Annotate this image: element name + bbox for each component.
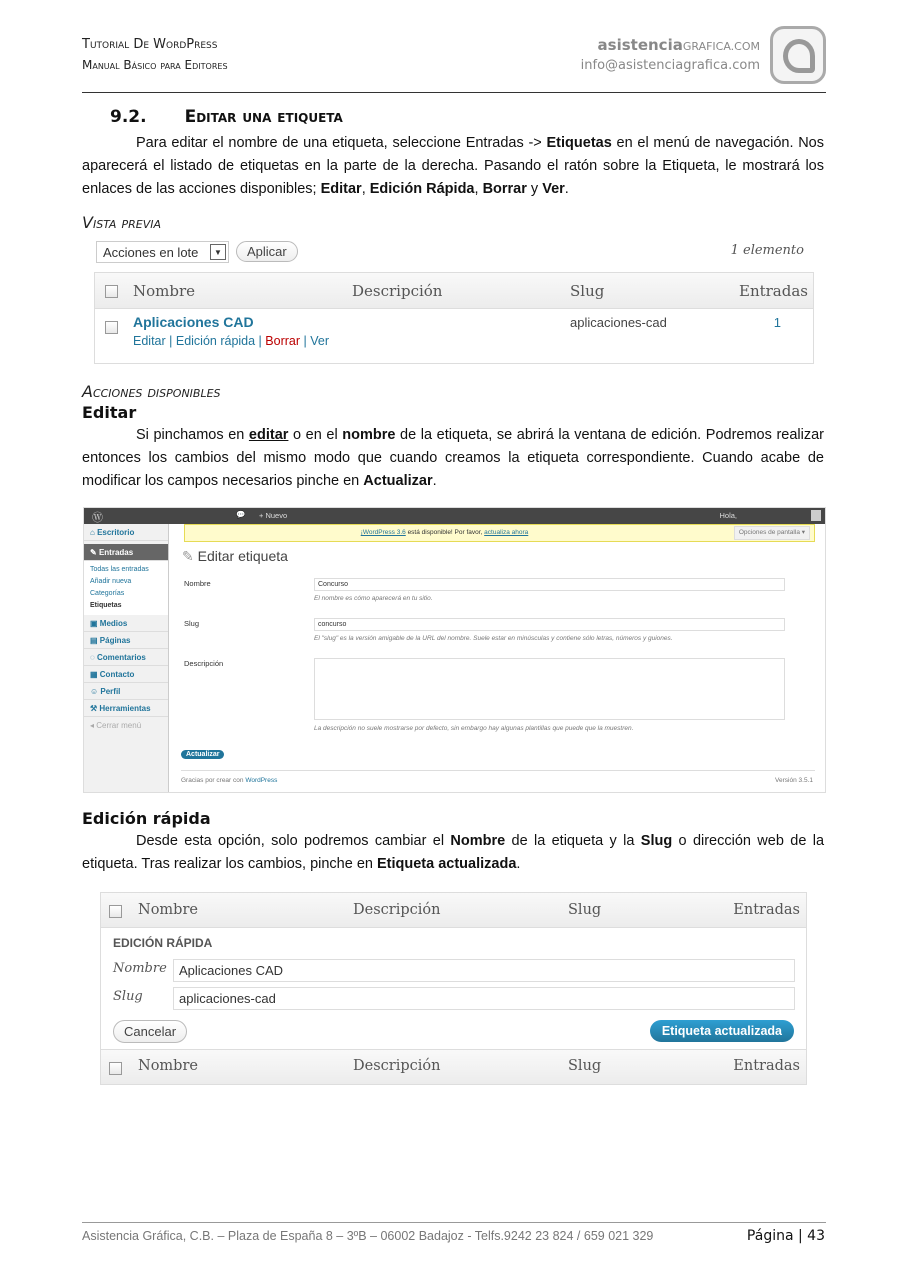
menu-paginas[interactable]: ▤ Páginas (84, 632, 168, 649)
screen-options-button[interactable]: Opciones de pantalla ▾ (734, 526, 810, 540)
menu-entradas[interactable]: ✎ Entradas (84, 544, 168, 561)
tag-slug: aplicaciones-cad (570, 315, 667, 330)
brand-name: asistenciaGRAFICA.COM (597, 36, 760, 54)
select-all-checkbox-bottom[interactable] (109, 1062, 122, 1075)
col-slug[interactable]: Slug (568, 902, 602, 918)
submenu-etiquetas[interactable]: Etiquetas (90, 602, 122, 609)
item-count: 1 elemento (730, 243, 804, 258)
wordpress-link[interactable]: WordPress (245, 777, 278, 784)
admin-sidebar (84, 524, 169, 793)
select-all-checkbox[interactable] (105, 285, 118, 298)
menu-comentarios[interactable]: ◌ Comentarios (84, 649, 168, 666)
col-count[interactable]: Entradas (739, 282, 808, 300)
wp-edit-screenshot (83, 507, 826, 793)
greeting[interactable]: Hola, (719, 511, 737, 520)
col-name[interactable]: Nombre (138, 902, 198, 918)
quick-slug-input[interactable]: aplicaciones-cad (173, 987, 795, 1010)
name-label: Nombre (184, 579, 211, 588)
version: Versión 3.5.1 (775, 777, 813, 784)
apply-button[interactable]: Aplicar (236, 241, 298, 262)
intro-paragraph: Para editar el nombre de una etiqueta, seleccione Entradas -> Etiquetas en el menú de navegación. Nos aparecerá el listado de etiquetas en la parte de la derecha. Pasando el ratón sobre la Etiqueta, le mostrará los enlaces de las acciones disponibles; Editar, Edición Rápida, Borrar y Ver. (82, 135, 824, 197)
col-count[interactable]: Entradas (733, 902, 800, 918)
submenu-categorias[interactable]: Categorías (90, 590, 125, 597)
header-subtitle: Manual Básico para Editores (82, 58, 228, 72)
slug-label: Slug (184, 619, 200, 628)
table-header (95, 273, 813, 309)
footer-address: Asistencia Gráfica, C.B. – Plaza de España 8 – 3ºB – 06002 Badajoz - Telfs.9242 23 824 / 659 021 329 (82, 1229, 654, 1243)
footer-divider (82, 1222, 826, 1223)
brand-logo (770, 26, 826, 84)
submenu-anadir[interactable]: Añadir nueva (90, 578, 132, 585)
col-slug-bottom[interactable]: Slug (568, 1058, 602, 1074)
bulk-actions-select[interactable]: Acciones en lote ▼ (96, 241, 229, 263)
collapse-menu[interactable]: ◂ Cerrar menú (90, 721, 142, 730)
col-description[interactable]: Descripción (352, 282, 443, 300)
admin-bar (84, 508, 825, 524)
table-row: Aplicaciones CAD Editar | Edición rápida | Borrar | Ver aplicaciones-cad 1 (95, 309, 813, 363)
editar-heading: Editar (82, 403, 137, 422)
wordpress-logo-icon[interactable]: Ⓦ (92, 512, 103, 524)
quick-slug-label: Slug (113, 989, 143, 1004)
cancel-button[interactable]: Cancelar (113, 1020, 187, 1043)
update-tag-button[interactable]: Etiqueta actualizada (650, 1020, 794, 1042)
description-label: Descripción (184, 659, 224, 668)
col-description[interactable]: Descripción (353, 902, 441, 918)
delete-link[interactable]: Borrar (265, 334, 301, 348)
tag-count[interactable]: 1 (773, 315, 781, 330)
quick-edit-link[interactable]: Edición rápida (175, 334, 256, 348)
name-input[interactable]: Concurso (314, 578, 785, 591)
page-number: Página | 43 (746, 1228, 825, 1244)
quick-edit-title: EDICIÓN RÁPIDA (113, 936, 213, 950)
slug-input[interactable]: concurso (314, 618, 785, 631)
chevron-down-icon: ▼ (210, 244, 226, 260)
quick-edit-paragraph: Desde esta opción, solo podremos cambiar el Nombre de la etiqueta y la Slug o dirección web de la etiqueta. Tras realizar los cambios, pinche en Etiqueta actualizada. (82, 833, 825, 872)
menu-perfil[interactable]: ☺ Perfil (84, 683, 168, 700)
footer-thanks: Gracias por crear con WordPress (181, 777, 278, 784)
preview-heading: Vista previa (82, 213, 162, 232)
update-notice: ¡WordPress 3.6 está disponible! Por favor, actualiza ahora Opciones de pantalla ▾ (184, 524, 815, 542)
row-checkbox[interactable] (105, 321, 118, 334)
comments-icon[interactable]: 💬 (236, 510, 246, 519)
pin-icon: ✎ (182, 548, 194, 564)
update-now-link[interactable]: actualiza ahora (484, 529, 529, 536)
description-textarea[interactable] (314, 658, 785, 720)
col-slug[interactable]: Slug (570, 282, 605, 300)
update-button[interactable]: Actualizar (181, 750, 224, 759)
table-header (101, 893, 806, 928)
name-hint: El nombre es cómo aparecerá en tu sitio. (314, 595, 433, 602)
edit-link[interactable]: Editar (133, 334, 166, 348)
table-footer (101, 1049, 806, 1084)
col-count-bottom[interactable]: Entradas (733, 1058, 800, 1074)
editar-paragraph: Si pinchamos en editar o en el nombre de la etiqueta, se abrirá la ventana de edición. Podremos realizar entonces los cambios del mismo modo que cuando creamos la etiqueta correspondiente. Cuando acabe de modificar los campos necesarios pinche en Actualizar. (82, 427, 824, 489)
actions-heading: Acciones disponibles (82, 382, 221, 401)
header-title: Tutorial De WordPress (82, 37, 218, 52)
col-name-bottom[interactable]: Nombre (138, 1058, 198, 1074)
avatar[interactable] (811, 510, 821, 521)
select-all-checkbox[interactable] (109, 905, 122, 918)
preview-screenshot (94, 238, 814, 364)
new-button[interactable]: + Nuevo (259, 511, 288, 520)
quick-name-label: Nombre (113, 961, 167, 976)
quick-edit-heading: Edición rápida (82, 809, 211, 828)
menu-contacto[interactable]: ▦ Contacto (84, 666, 168, 683)
col-description-bottom[interactable]: Descripción (353, 1058, 441, 1074)
quick-name-input[interactable]: Aplicaciones CAD (173, 959, 795, 982)
tag-name-link[interactable]: Aplicaciones CAD (133, 314, 254, 330)
view-link[interactable]: Ver (310, 334, 329, 348)
wp-version-link[interactable]: ¡WordPress 3.6 (360, 529, 406, 536)
description-hint: La descripción no suele mostrarse por defecto, sin embargo hay algunas plantillas que puede que la muestren. (314, 725, 634, 732)
menu-herramientas[interactable]: ⚒ Herramientas (84, 700, 168, 717)
menu-medios[interactable]: ▣ Medios (84, 615, 168, 632)
submenu-todas[interactable]: Todas las entradas (90, 566, 149, 573)
col-name[interactable]: Nombre (133, 282, 196, 300)
menu-escritorio[interactable]: ⌂ Escritorio (84, 524, 168, 541)
quick-edit-screenshot (100, 892, 807, 1085)
header-email: info@asistenciagrafica.com (580, 58, 760, 73)
header-divider (82, 92, 826, 93)
section-heading: 9.2. Editar una etiqueta (110, 107, 343, 127)
slug-hint: El "slug" es la versión amigable de la URL del nombre. Suele estar en minúsculas y contiene sólo letras, números y guiones. (314, 635, 673, 642)
page-title: ✎ Editar etiqueta (182, 548, 288, 564)
